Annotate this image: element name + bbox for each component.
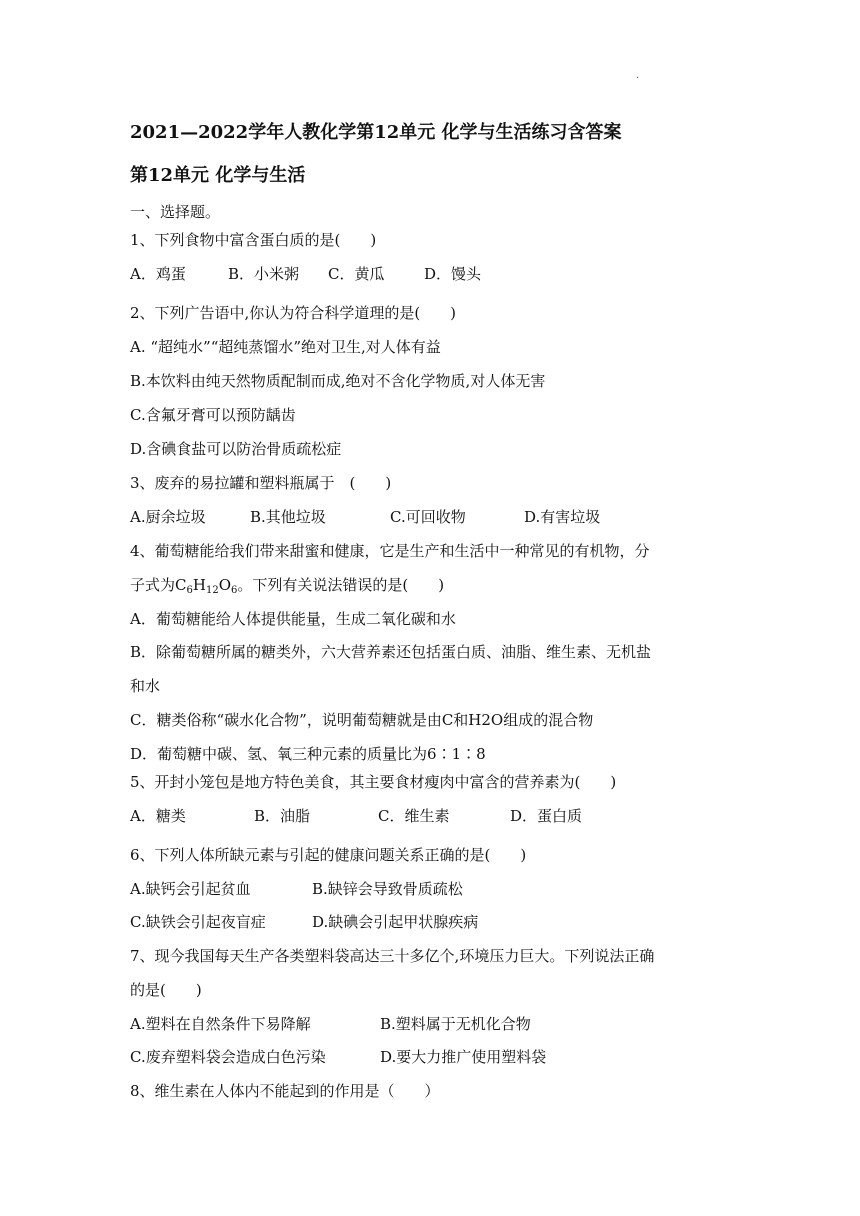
question-6-stem: 6、下列人体所缺元素与引起的健康问题关系正确的是( ) [130,846,527,864]
formula-text: 子式为C [130,576,187,594]
option-b: B．油脂 [254,807,311,825]
option-c: C．维生素 [378,807,450,825]
option-a: A.厨余垃圾 [130,508,206,526]
option-b: B.缺锌会导致骨质疏松 [312,880,463,898]
option-b: B.其他垃圾 [250,508,326,526]
question-8-stem: 8、维生素在人体内不能起到的作用是（ ） [130,1082,440,1100]
question-2-stem: 2、下列广告语中,你认为符合科学道理的是( ) [130,304,457,322]
question-4-option-d: D．葡萄糖中碳、氢、氧三种元素的质量比为6∶1∶8 [130,745,486,763]
option-d: D．馒头 [424,265,482,283]
section-heading: 一、选择题。 [130,203,221,221]
question-2-option-c: C.含氟牙膏可以预防龋齿 [130,406,296,424]
formula-text: H [192,576,206,594]
option-c: C.废弃塑料袋会造成白色污染 [130,1048,326,1066]
question-2-option-a: A. “超纯水”“超纯蒸馏水”绝对卫生,对人体有益 [130,338,441,356]
option-a: A.缺钙会引起贫血 [130,880,251,898]
question-7-options-row2 [130,1047,546,1067]
option-b: B.塑料属于无机化合物 [380,1015,531,1033]
option-d: D.有害垃圾 [524,508,601,526]
question-2-option-d: D.含碘食盐可以防治骨质疏松症 [130,440,342,458]
page-dot: . [636,70,640,81]
option-c: C.缺铁会引起夜盲症 [130,913,266,931]
option-d: D.要大力推广使用塑料袋 [380,1048,547,1066]
question-4-option-b-cont: 和水 [130,677,161,695]
question-4-option-c: C．糖类俗称“碳水化合物”，说明葡萄糖就是由C和H2O组成的混合物 [130,711,594,729]
option-c: C．黄瓜 [328,265,385,283]
question-6-options-row1 [130,879,463,899]
formula-subscript: 12 [205,585,219,596]
unit-title: 第12单元 化学与生活 [130,165,306,186]
question-2-option-b: B.本饮料由纯天然物质配制而成,绝对不含化学物质,对人体无害 [130,372,546,390]
question-4-stem-line1: 4、葡萄糖能给我们带来甜蜜和健康，它是生产和生活中一种常见的有机物，分 [130,542,650,560]
question-7-options-row1 [130,1014,531,1034]
question-5-options [130,806,582,826]
document-title: 2021—2022学年人教化学第12单元 化学与生活练习含答案 [130,122,622,143]
question-4-option-a: A．葡萄糖能给人体提供能量，生成二氧化碳和水 [130,610,456,628]
question-7-stem-line1: 7、现今我国每天生产各类塑料袋高达三十多亿个,环境压力巨大。下列说法正确 [130,947,655,965]
formula-text: O [218,576,231,594]
option-a: A.塑料在自然条件下易降解 [130,1015,311,1033]
option-b: B．小米粥 [228,265,300,283]
question-1-options [130,264,481,284]
formula-subscript: 6 [186,585,193,596]
question-3-options [130,507,600,527]
option-a: A．糖类 [130,807,186,825]
question-4-option-b: B．除葡萄糖所属的糖类外，六大营养素还包括蛋白质、油脂、维生素、无机盐 [130,643,652,661]
option-a: A．鸡蛋 [130,265,186,283]
option-d: D.缺碘会引起甲状腺疾病 [312,913,479,931]
question-7-stem-line2: 的是( ) [130,981,202,999]
option-c: C.可回收物 [390,508,466,526]
question-1-stem: 1、下列食物中富含蛋白质的是( ) [130,231,377,249]
question-4-stem-line2 [130,575,444,601]
option-d: D．蛋白质 [510,807,583,825]
question-text: 。下列有关说法错误的是( ) [237,576,445,594]
question-6-options-row2 [130,912,478,932]
question-5-stem: 5、开封小笼包是地方特色美食，其主要食材瘦肉中富含的营养素为( ) [130,773,617,791]
question-3-stem: 3、废弃的易拉罐和塑料瓶属于 ( ) [130,474,392,492]
formula-subscript: 6 [231,585,238,596]
